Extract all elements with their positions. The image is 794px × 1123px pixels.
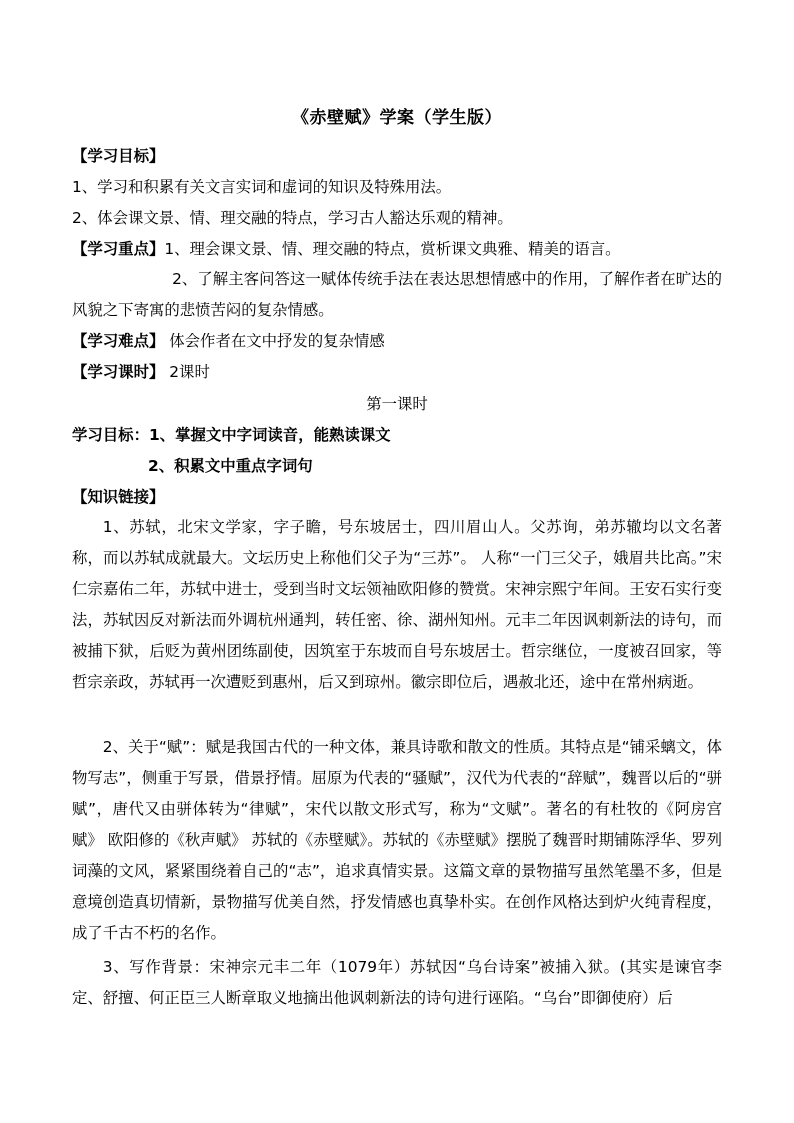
page-title: 《赤壁赋》学案（学生版） [292, 108, 502, 128]
key-point-1: 1、理会课文景、情、理交融的特点，赏析课文典雅、精美的语言。 [164, 240, 621, 258]
lesson-heading: 第一课时 [366, 395, 428, 413]
knowledge-heading: 【知识链接】 [72, 488, 165, 506]
hours-text: 2课时 [169, 363, 210, 381]
knowledge-paragraph-1: 1、苏轼，北宋文学家，字子瞻，号东坡居士，四川眉山人。父苏询，弟苏辙均以文名著称，而以苏轼成就最大。文坛历史上称他们父子为“三苏”。 人称“一门三父子，娥眉共比高。”宋仁宗嘉佑二年，苏轼中进士，受到当时文坛领袖欧阳修的赞赏。宋神宗熙宁年间。王安石实行变法，苏轼因反对新法而外调杭州通判，转任密、徐、湖州知州。元丰二年因讽刺新法的诗句，而被捕下狱，后贬为黄州团练副使，因筑室于东坡而自号东坡居士。哲宗继位，一度被召回家，等哲宗亲政，苏轼再一次遭贬到惠州，后又到琼州。徽宗即位后，遇赦北还，途中在常州病逝。 [72, 518, 722, 691]
lesson-goal-2: 2、积累文中重点字词句 [148, 457, 313, 475]
key-points-row [72, 239, 724, 259]
lesson-goal-row [72, 425, 724, 445]
knowledge-paragraph-2: 2、关于“赋”：赋是我国古代的一种文体，兼具诗歌和散文的性质。其特点是“铺采螭文，体物写志”，侧重于写景，借景抒情。屈原为代表的“骚赋”，汉代为代表的“辞赋”，魏晋以后的“骈赋”，唐代又由骈体转为“律赋”，宋代以散文形式写，称为“文赋”。著名的有杜牧的《阿房宫赋》 欧阳修的《秋声赋》 苏轼的《赤壁赋》。苏轼的《赤壁赋》摆脱了魏晋时期铺陈浮华、罗列词藻的文风，紧紧围绕着自己的“志”，追求真情实景。这篇文章的景物描写虽然笔墨不多，但是意境创造真切情新，景物描写优美自然，抒发情感也真挚朴实。在创作风格达到炉火纯青程度，成了千古不朽的名作。 [72, 738, 722, 942]
objective-item-2: 2、体会课文景、情、理交融的特点，学习古人豁达乐观的精神。 [72, 209, 513, 227]
difficulty-row [72, 331, 724, 351]
key-points-heading: 【学习重点】 [72, 240, 165, 258]
difficulty-text: 体会作者在文中抒发的复杂情感 [169, 332, 385, 350]
hours-heading: 【学习课时】 [72, 363, 165, 381]
knowledge-paragraph-3: 3、写作背景：宋神宗元丰二年（1079年）苏轼因“乌台诗案”被捕入狱。(其实是谏官李定、舒擅、何正臣三人断章取义地摘出他讽刺新法的诗句进行诬陷。“乌台”即御使府）后 [72, 958, 722, 1007]
lesson-goal-label: 学习目标： [72, 426, 149, 444]
difficulty-heading: 【学习难点】 [72, 332, 165, 350]
key-point-2: 2、了解主客问答这一赋体传统手法在表达思想情感中的作用，了解作者在旷达的风貌之下寄寓的悲愤苦闷的复杂情感。 [72, 270, 722, 319]
objective-item-1: 1、学习和积累有关文言实词和虚词的知识及特殊用法。 [72, 178, 452, 196]
objectives-heading: 【学习目标】 [72, 147, 165, 165]
lesson-goal-1: 1、掌握文中字词读音，能熟读课文 [148, 426, 391, 444]
hours-row [72, 362, 724, 382]
